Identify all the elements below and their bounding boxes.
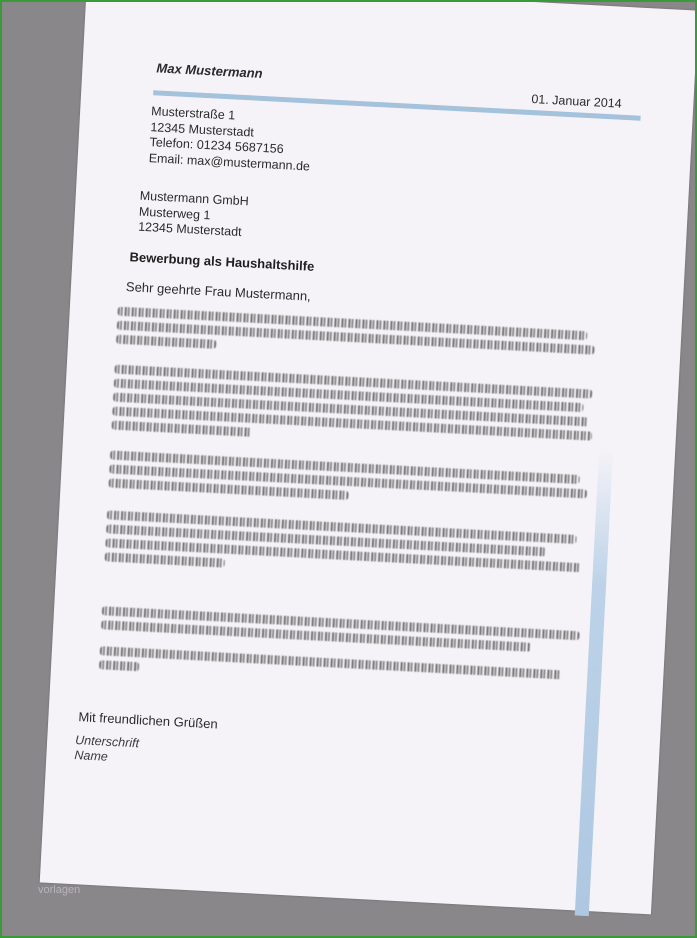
blurred-line: [99, 660, 139, 671]
sender-city: 12345 Musterstadt: [150, 119, 255, 140]
sender-street: Musterstraße 1: [150, 104, 236, 123]
signature-block: [74, 733, 139, 766]
recipient-address: [138, 189, 249, 241]
blurred-paragraph: [111, 365, 594, 460]
sender-address: [148, 104, 312, 174]
name-label: Name: [74, 748, 109, 764]
letter-salutation: Sehr geehrte Frau Mustermann,: [125, 279, 312, 304]
blurred-line: [105, 552, 225, 567]
sender-phone: Telefon: 01234 5687156: [149, 135, 284, 157]
letter-subject: Bewerbung als Haushaltshilfe: [129, 249, 315, 274]
sender-name: Max Mustermann: [156, 60, 263, 81]
letter-page: [40, 0, 697, 914]
recipient-company: Mustermann GmbH: [139, 188, 250, 209]
blurred-line: [116, 335, 216, 349]
blurred-paragraph: [104, 510, 586, 591]
recipient-city: 12345 Musterstadt: [137, 219, 242, 240]
recipient-street: Musterweg 1: [138, 204, 211, 222]
blurred-line: [112, 421, 252, 437]
blurred-paragraph: [116, 307, 598, 374]
blurred-paragraph: [108, 450, 590, 517]
sender-email: Email: max@mustermann.de: [148, 150, 311, 174]
letter-date: 01. Januar 2014: [531, 92, 623, 111]
letter-closing: Mit freundlichen Grüßen: [78, 709, 219, 732]
watermark-text: vorlagen: [38, 884, 81, 896]
signature-label: Unterschrift: [74, 733, 140, 751]
